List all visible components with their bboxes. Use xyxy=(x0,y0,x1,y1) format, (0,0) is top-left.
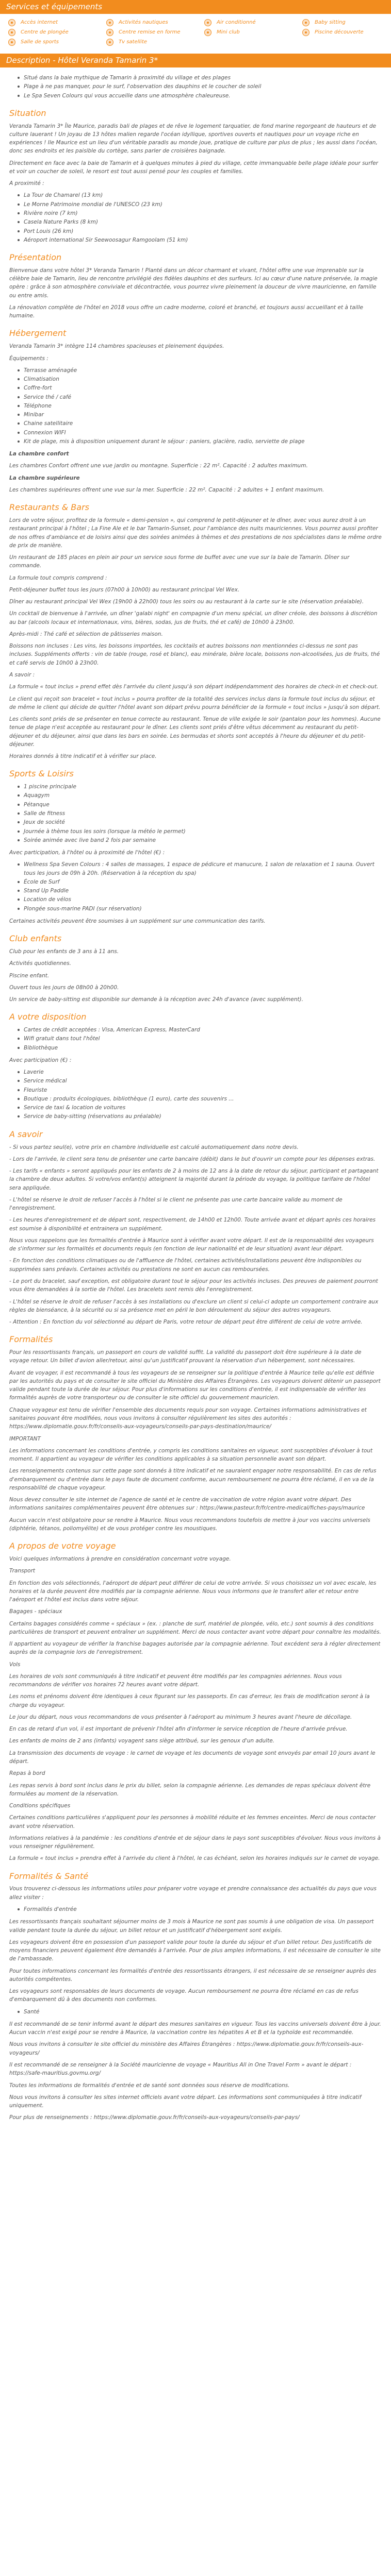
tv-icon xyxy=(106,39,113,46)
propos-intro: Voici quelques informations à prendre en considération concernant votre voyage. xyxy=(9,1555,231,1562)
paragraph: - En fonction des conditions climatiques ou de l'affluence de l'hôtel, certaines activités/installations peuvent être indisponibles ou supprimées sans préavis. Certaines activités ou prestations ne sont en aucun cas remboursées. xyxy=(9,1258,362,1273)
sports-bullets xyxy=(18,783,382,844)
paragraph: IMPORTANT xyxy=(9,1435,41,1442)
service-item xyxy=(8,18,100,27)
dumbbell-icon xyxy=(8,39,15,46)
list-item: 1 piscine principale xyxy=(18,783,382,791)
list-item: Coffre-fort xyxy=(18,384,382,392)
service-item xyxy=(204,18,296,27)
restaurants-paragraphs xyxy=(9,516,382,760)
paragraph: Nous devez consulter le site internet de l'agence de santé et le centre de vaccination de votre région avant votre départ. Des informations sanitaires complémentaires peuvent être obtenues sur : https://www.pasteur.fr/fr/centre-medical/fiches-pays/maurice xyxy=(9,1497,365,1512)
diving-icon xyxy=(8,29,15,36)
paragraph: Un cocktail de bienvenue à l'arrivée, un dîner 'galabi night' en compagnie d'un menu spécial, un dîner créole, des boissons à discrétion au bar (alcools locaux et internationaux, vins, bières, sodas, jus de fruits, thé et café) de 10h00 à 23h00. xyxy=(9,611,378,625)
service-item xyxy=(302,28,391,37)
paragraph: Les clients sont priés de se présenter en tenue correcte au restaurant. Tenue de ville exigée le soir (pantalon pour les hommes). Aucune tenue de plage n'est acceptée au restaurant pour le dîner. Les clients sont priés d'être vêtus décemment au restaurant du petit-déjeuner et du déjeuner, ainsi que dans les bars en soirée. Les bermudas et shorts sont acceptés à l'heure du déjeuner et du petit-déjeuner. xyxy=(9,716,381,748)
sports-note: Certaines activités peuvent être soumises à un supplément sur une communication des tarifs. xyxy=(9,918,266,924)
paragraph: Nous vous rappelons que les formalités d'entrée à Maurice sont à vérifier avant votre départ. Il est de la responsabilité des voyageurs de s'informer sur les formalités et documents requis (en fonction de leur nationalité et de leur situation) avant leur départ. xyxy=(9,1237,374,1252)
list-item: Aéroport international Sir Seewoosagur Ramgoolam (51 km) xyxy=(18,236,382,244)
list-item: Plongée sous-marine PADI (sur réservation) xyxy=(18,905,382,913)
paragraph: Veranda Tamarin 3* Île Maurice, paradis bali de plages et de rêve le logement tarquatier, de fond marine regorgeant de hauteurs et de culture lauerant ! Un joyau de 13 hôtes malien regarde l'océan idyllique, sportives ouverts et nautiques pour un voyage riche en expériences ! Ile Maurice est un lieu d'un véritable paradis au monde joue, pratique de culture par plus de plus ; les aussi dans l'océan, donc ses endroits et les paisible du cortège, sans parler de croisières baignade. xyxy=(9,123,378,155)
paragraph: La rénovation complète de l'hôtel en 2018 vous offre un cadre moderne, coloré et branché, et toujours aussi accueillant et à taille humaine. xyxy=(9,304,363,319)
restaurants-title: Restaurants & Bars xyxy=(9,502,89,513)
hebergement-title: Hébergement xyxy=(9,328,67,338)
list-item: Laverie xyxy=(18,1068,382,1076)
paragraph: - L'hôtel se réserve le droit de refuser l'accès à ses installations ou d'exclure un client si celui-ci adopte un comportement contraire aux règles de bienséance, à la sécurité ou si sa présence met en péril le bon déroulement du séjour des autres voyageurs. xyxy=(9,1298,379,1313)
list-item: Stand Up Paddle xyxy=(18,887,382,895)
kids-club-icon xyxy=(204,29,211,36)
sante-paragraphs-2 xyxy=(9,1918,382,2004)
list-item: Cartes de crédit acceptées : Visa, American Express, MasterCard xyxy=(18,1026,382,1034)
list-item: La Tour de Chamarel (13 km) xyxy=(18,191,382,199)
paragraph: - Si vous partez seul(e), votre prix en chambre individuelle est calculé automatiquement dans notre devis. xyxy=(9,1144,299,1150)
services-grid xyxy=(0,14,391,54)
paragraph: - Les tarifs « enfants » seront appliqués pour les enfants de 2 à moins de 12 ans à la date de retour du séjour, participant et partageant la chambre de deux adultes. Si votre/vos enfant(s) atteignent la majorité durant la période du voyage, la politique tarifaire de l'hôtel sera appliquée. xyxy=(9,1168,379,1191)
paragraph: Bienvenue dans votre hôtel 3* Veranda Tamarin ! Planté dans un décor charmant et vivant, l'hôtel offre une vue imprenable sur la célèbre baie de Tamarin, lieu de rencontre privilégié des fidèles dauphins et des surfeurs. Ici au cœur d'une nature préservée, la magie opère : grâce à son atmosphère conviviale et décontractée, vous pourrez vivre pleinement la douceur de vivre mauricienne, en famille ou entre amis. xyxy=(9,267,378,299)
snowflake-icon xyxy=(204,19,211,26)
services-title-bar xyxy=(0,0,391,14)
list-item: Service de baby-sitting (réservations au préalable) xyxy=(18,1112,382,1121)
services-title: Services et équipements xyxy=(6,2,103,11)
list-item: Port Louis (26 km) xyxy=(18,227,382,235)
baby-icon xyxy=(302,19,309,26)
paragraph: Lors de votre séjour, profitez de la formule « demi-pension », qui comprend le petit-déjeuner et le dîner, avec vous aurez droit à un restaurant principal à l'hôtel ; La Fine Ale et le bar Tamarin-Sunset, pour l'ambiance des nuits mauriciennes. Vous pourrez aussi profiter de nos offres d'ambiance et de loisirs ainsi que des soirées animées à thèmes et des prestations de nos spécialistes dans le même ordre de prix de manière. xyxy=(9,517,382,549)
propos-paragraphs xyxy=(9,1567,382,1862)
service-label: Tv satellite xyxy=(119,39,148,45)
formalites-paragraphs xyxy=(9,1348,382,1533)
paragraph: Il est recommandé de se renseigner à la Société mauricienne de voyage « Mauritius All in One Travel Form » avant le départ : https://safe-mauritius.govmu.org/ xyxy=(9,2061,352,2077)
list-item: Service de taxi & location de voitures xyxy=(18,1104,382,1112)
service-label: Centre remise en forme xyxy=(119,29,181,35)
paragraph: Conditions spécifiques xyxy=(9,1803,71,1809)
situation-bullets xyxy=(18,191,382,244)
list-item: Formalités d'entrée xyxy=(18,1905,382,1913)
paragraph: La formule tout compris comprend : xyxy=(9,574,107,581)
list-item: Téléphone xyxy=(18,402,382,410)
dispo-title: A votre disposition xyxy=(9,1012,87,1022)
situation-title: Situation xyxy=(9,108,46,118)
room2-text: Les chambres supérieures offrent une vue sur la mer. Superficie : 22 m². Capacité : 2 adultes + 1 enfant maximum. xyxy=(9,486,324,493)
paragraph: Club pour les enfants de 3 ans à 11 ans. xyxy=(9,948,119,955)
paragraph: Le client qui reçoit son bracelet « tout inclus » pourra profiter de la totalité des services inclus dans la formule tout inclus du séjour, et de même le client qui décide de quitter l'hôtel avant son départ prévu pourra bénéficier de la formule « tout inclus » jusqu'à son départ. xyxy=(9,696,381,710)
description-body xyxy=(0,67,391,2122)
paragraph: Le jour du départ, nous vous recommandons de vous présenter à l'aéroport au minimum 3 heures avant l'heure de décollage. xyxy=(9,1714,352,1720)
list-item: Chaine satellitaire xyxy=(18,419,382,428)
paragraph: Directement en face avec la baie de Tamarin et à quelques minutes à pied du village, cette immanquable belle plage idéale pour surfer et voir un coucher de soleil, le resort est tout aussi pensé pour les couples et familles. xyxy=(9,160,378,175)
paragraph: Transport xyxy=(9,1568,35,1574)
paragraph: Vols xyxy=(9,1661,21,1668)
paragraph: Certains bagages considérés comme « spéciaux » (ex. : planche de surf, matériel de plongée, vélo, etc.) sont soumis à des conditions particulières de transport et peuvent entraîner un supplément. Merci de nous contacter avant votre départ pour connaître les modalités. xyxy=(9,1620,381,1635)
paragraph: Les enfants de moins de 2 ans (infants) voyagent sans siège attribué, sur les genoux d'un adulte. xyxy=(9,1738,275,1744)
paragraph: La formule « tout inclus » prend effet dès l'arrivée du client jusqu'à son départ indépendamment des horaires de check-in et check-out. xyxy=(9,684,379,690)
list-item: Situé dans la baie mythique de Tamarin à proximité du village et des plages xyxy=(18,74,382,82)
paragraph: En cas de retard d'un vol, il est important de prévenir l'hôtel afin d'informer le service réception de l'heure d'arrivée prévue. xyxy=(9,1726,348,1733)
sante-bullets-2 xyxy=(18,2008,382,2016)
paragraph: Pour les ressortissants français, un passeport en cours de validité suffit. La validité du passeport doit être supérieure à la date de voyage retour. Un billet d'avion aller/retour, ainsi qu'un justificatif prouvant la réservation d'un hébergement, sont nécessaires. xyxy=(9,1349,362,1364)
service-label: Accès internet xyxy=(21,19,58,25)
paragraph: Les voyageurs sont responsables de leurs documents de voyage. Aucun remboursement ne pourra être réclamé en cas de refus d'embarquement dû à des documents non conformes. xyxy=(9,1988,359,2003)
list-item: Santé xyxy=(18,2008,382,2016)
dispo-bullets xyxy=(18,1026,382,1052)
sante-paragraphs-3 xyxy=(9,2020,382,2122)
paragraph: Aucun vaccin n'est obligatoire pour se rendre à Maurice. Nous vous recommandons toutefois de mettre à jour vos vaccins universels (diphtérie, tétanos, poliomyélite) et de vous protéger contre les moustiques. xyxy=(9,1517,370,1532)
paragraph: Nous vous invitons à consulter les sites internet officiels avant votre départ. Les informations sont communiquées à titre indicatif uniquement. xyxy=(9,2094,362,2109)
paragraph: Informations relatives à la pandémie : les conditions d'entrée et de séjour dans le pays sont susceptibles d'évoluer. Nous vous invitons à vous renseigner régulièrement. xyxy=(9,1835,381,1850)
dispo-payant-bullets xyxy=(18,1068,382,1121)
paragraph: - Les heures d'enregistrement et de départ sont, respectivement, de 14h00 et 12h00. Toute arrivée avant et départ après ces horaires est soumise à disponibilité et entrainera un supplément. xyxy=(9,1217,376,1232)
sante-title: Formalités & Santé xyxy=(9,1871,89,1881)
paragraph: La transmission des documents de voyage : le carnet de voyage et les documents de voyage sont envoyés par email 10 jours avant le départ. xyxy=(9,1750,376,1765)
paragraph: - Lors de l'arrivée, le client sera tenu de présenter une carte bancaire (débit) dans le but d'ouvrir un compte pour les dépenses extras. xyxy=(9,1156,376,1162)
list-item: Climatisation xyxy=(18,375,382,383)
paragraph: Il est recommandé de se tenir informé avant le départ des mesures sanitaires en vigueur. Tous les vaccins universels doivent être à jour. Aucun vaccin n'est exigé pour se rendre à Maurice, la vaccination contre les hépatites A et B et la typhoïde est recommandée. xyxy=(9,2021,381,2036)
paragraph: Petit-déjeuner buffet tous les jours (07h00 à 10h00) au restaurant principal Vel Wex. xyxy=(9,586,240,593)
situation-paragraphs xyxy=(9,122,382,188)
paragraph: Horaires donnés à titre indicatif et à vérifier sur place. xyxy=(9,753,157,760)
paragraph: Vous trouverez ci-dessous les informations utiles pour préparer votre voyage et prendre connaissance des actualités du pays que vous allez visiter : xyxy=(9,1886,377,1901)
list-item: École de Surf xyxy=(18,878,382,886)
list-item: Casela Nature Parks (8 km) xyxy=(18,218,382,226)
description-bullets xyxy=(18,74,382,100)
paragraph: Pour toutes informations concernant les formalités d'entrée des ressortissants étrangers, il est nécessaire de se renseigner auprès des autorités compétentes. xyxy=(9,1968,377,1982)
paragraph: Toutes les informations de formalités d'entrée et de santé sont données sous réserve de modifications. xyxy=(9,2082,290,2089)
list-item: Bibliothèque xyxy=(18,1044,382,1052)
paragraph: Boissons non incluses : Les vins, les boissons importées, les cocktails et autres boissons non mentionnées ci-dessus ne sont pas incluses. Suppléments offerts : vin de table (rouge, rosé et blanc), eau minérale, bière locale, boissons non-alcoolisées, jus de fruits, thé et café servis de 10h00 à 23h00. xyxy=(9,643,380,666)
service-item xyxy=(8,38,100,46)
paragraph: Activités quotidiennes. xyxy=(9,960,71,967)
savoir-title: A savoir xyxy=(9,1129,43,1139)
hebergement-equip-label: Équipements : xyxy=(9,355,48,362)
paragraph: Bagages - spéciaux xyxy=(9,1608,62,1615)
room1-title: La chambre confort xyxy=(9,451,69,457)
paragraph: Avant de voyager, il est recommandé à tous les voyageurs de se renseigner sur la politique d'entrée à Maurice telle qu'elle est définie par les autorités du pays et de consulter le site officiel du Ministère des Affaires Étrangères. Les voyageurs doivent détenir un passeport valide pendant toute la durée de leur séjour. Pour plus d'informations sur les conditions d'entrée, il est indispensable de vérifier les formalités auprès de votre transporteur ou de consulter le site officiel du gouvernement mauricien. xyxy=(9,1369,381,1401)
list-item: Salle de fitness xyxy=(18,809,382,818)
service-item xyxy=(302,18,391,27)
paragraph: A savoir : xyxy=(9,672,35,678)
sports-title: Sports & Loisirs xyxy=(9,769,74,779)
paragraph: A proximité : xyxy=(9,180,44,187)
service-label: Air conditionné xyxy=(217,19,256,25)
list-item: Connexion WIFI xyxy=(18,429,382,437)
list-item: Wifi gratuit dans tout l'hôtel xyxy=(18,1035,382,1043)
list-item: Location de vélos xyxy=(18,895,382,904)
paragraph: Chaque voyageur est tenu de vérifier l'ensemble des documents requis pour son voyage. Certaines informations administratives et sanitaires pouvant être modifiées, nous vous invitons à consulter régulièrement les sites des autorités : https://www.diplomatie.gouv.fr/fr/conseils-aux-voyageurs/conseils-par-pays-destination/maurice/ xyxy=(9,1406,367,1430)
hebergement-bullets xyxy=(18,366,382,446)
list-item: Terrasse aménagée xyxy=(18,366,382,375)
sports-payant-label: Avec participation, à l'hôtel ou à proximité de l'hôtel (€) : xyxy=(9,850,165,856)
list-item: Minibar xyxy=(18,411,382,419)
list-item: Service thé / café xyxy=(18,393,382,401)
formalites-title: Formalités xyxy=(9,1334,53,1345)
paragraph: Dîner au restaurant principal Vel Wex (19h00 à 22h00) tous les soirs ou au restaurant à la carte sur le site (réservation préalable). xyxy=(9,599,364,605)
paragraph: Les noms et prénoms doivent être identiques à ceux figurant sur les passeports. En cas d'erreur, les frais de modification seront à la charge du voyageur. xyxy=(9,1693,370,1708)
service-item xyxy=(204,28,296,37)
description-title-bar xyxy=(0,54,391,67)
list-item: Boutique : produits écologiques, bibliothèque (1 euro), carte des souvenirs ... xyxy=(18,1095,382,1103)
service-label: Centre de plongée xyxy=(21,29,69,35)
paragraph: Certaines conditions particulières s'appliquent pour les personnes à mobilité réduite et les femmes enceintes. Merci de nous contacter avant votre réservation. xyxy=(9,1815,376,1829)
paragraph: Piscine enfant. xyxy=(9,972,50,979)
list-item: Jeux de société xyxy=(18,818,382,826)
propos-title: A propos de votre voyage xyxy=(9,1541,116,1551)
presentation-title: Présentation xyxy=(9,252,62,263)
service-item xyxy=(106,18,198,27)
paragraph: Pour plus de renseignements : https://www.diplomatie.gouv.fr/fr/conseils-aux-voyageurs/conseils-par-pays/ xyxy=(9,2114,300,2121)
description-title: Description - Hôtel Veranda Tamarin 3* xyxy=(6,56,158,65)
service-item xyxy=(106,28,198,37)
room2-title: La chambre supérieure xyxy=(9,474,80,481)
paragraph: - Le port du bracelet, sauf exception, est obligatoire durant tout le séjour pour les activités incluses. Des preuves de paiement pourront vous être demandées à la sortie de l'hôtel. Les bracelets sont remis dès l'enregistrement. xyxy=(9,1278,378,1293)
paragraph: Les horaires de vols sont communiqués à titre indicatif et peuvent être modifiés par les compagnies aériennes. Nous vous recommandons de vérifier vos horaires 72 heures avant votre départ. xyxy=(9,1673,342,1688)
paragraph: Les renseignements contenus sur cette page sont donnés à titre indicatif et ne sauraient engager notre responsabilité. En cas de refus d'embarquement ou d'entrée dans le pays faute de document conforme, aucun remboursement ne pourra être réclamé, il en va de la responsabilité de chaque voyageur. xyxy=(9,1468,377,1491)
list-item: Fleuriste xyxy=(18,1086,382,1094)
paragraph: Ouvert tous les jours de 08h00 à 20h00. xyxy=(9,984,119,991)
fitness-icon xyxy=(106,29,113,36)
paragraph: Après-midi : Thé café et sélection de pâtisseries maison. xyxy=(9,631,163,637)
sante-bullets xyxy=(18,1905,382,1913)
club-title: Club enfants xyxy=(9,934,62,944)
hebergement-intro: Veranda Tamarin 3* intègre 114 chambres spacieuses et pleinement équipées. xyxy=(9,343,224,350)
service-label: Piscine découverte xyxy=(315,29,364,35)
list-item: Service médical xyxy=(18,1077,382,1085)
sports-payant-bullets xyxy=(18,860,382,913)
list-item: Le Morne Patrimoine mondial de l'UNESCO (23 km) xyxy=(18,200,382,209)
paragraph: Un service de baby-sitting est disponible sur demande à la réception avec 24h d'avance (avec supplément). xyxy=(9,996,303,1003)
paragraph: Les informations concernant les conditions d'entrée, y compris les conditions sanitaires en vigueur, sont susceptibles d'évoluer à tout moment. Il appartient au voyageur de vérifier les conditions applicables à sa situation personnelle avant son départ. xyxy=(9,1447,373,1463)
paragraph: La formule « tout inclus » prendra effet à l'arrivée du client à l'hôtel, le cas échéant, selon les horaires indiqués sur le carnet de voyage. xyxy=(9,1855,380,1862)
paragraph: Repas à bord xyxy=(9,1770,45,1777)
list-item: Aquagym xyxy=(18,791,382,800)
list-item: Wellness Spa Seven Colours : 4 salles de massages, 1 espace de pédicure et manucure, 1 salon de relaxation et 1 sauna. Ouvert tous les jours de 09h à 20h. (Réservation à la réception du spa) xyxy=(18,860,382,877)
pool-icon xyxy=(302,29,309,36)
list-item: Pétanque xyxy=(18,801,382,809)
club-paragraphs xyxy=(9,947,382,1004)
list-item: Rivière noire (7 km) xyxy=(18,209,382,217)
paragraph: En fonction des vols sélectionnés, l'aéroport de départ peut différer de celui de votre arrivée. Si vous choisissez un vol avec escale, les horaires et la durée peuvent être modifiés par la compagnie aérienne. Nous vous informons que le transfert aller et retour entre l'aéroport et l'hôtel est inclus dans votre séjour. xyxy=(9,1580,377,1603)
boat-icon xyxy=(106,19,113,26)
service-label: Baby sitting xyxy=(315,19,346,25)
sante-paragraphs xyxy=(9,1885,382,1902)
list-item: Journée à thème tous les soirs (lorsque la météo le permet) xyxy=(18,827,382,836)
list-item: Plage à ne pas manquer, pour le surf, l'observation des dauphins et le coucher de soleil xyxy=(18,82,382,91)
paragraph: Les repas servis à bord sont inclus dans le prix du billet, selon la compagnie aérienne. Les demandes de repas spéciaux doivent être formulées au moment de la réservation. xyxy=(9,1782,371,1797)
paragraph: Les voyageurs doivent être en possession d'un passeport valide pour toute la durée du séjour et d'un billet retour. Des justificatifs de moyens financiers peuvent également être demandés à l'arrivée. Pour de plus amples informations, il est nécessaire de consulter le site de l'ambassade. xyxy=(9,1939,381,1962)
service-item xyxy=(106,38,198,46)
room1-text: Les chambres Confort offrent une vue jardin ou montagne. Superficie : 22 m². Capacité : 2 adultes maximum. xyxy=(9,463,308,469)
service-label: Activités nautiques xyxy=(119,19,168,25)
service-label: Salle de sports xyxy=(21,39,59,45)
paragraph: - Attention : En fonction du vol sélectionné au départ de Paris, votre retour de départ peut être différent de celui de votre arrivée. xyxy=(9,1319,363,1326)
list-item: Soirée animée avec live band 2 fois par semaine xyxy=(18,836,382,844)
paragraph: - L'hôtel se réserve le droit de refuser l'accès à l'hôtel si le client ne présente pas une carte bancaire valide au moment de l'enregistrement. xyxy=(9,1196,343,1212)
paragraph: Les ressortissants français souhaitant séjourner moins de 3 mois à Maurice ne sont pas soumis à une obligation de visa. Un passeport valide pendant toute la durée du séjour, un billet retour et un justificatif d'hébergement sont exigés. xyxy=(9,1919,374,1934)
presentation-paragraphs xyxy=(9,266,382,320)
dispo-payant-label: Avec participation (€) : xyxy=(9,1057,72,1063)
service-label: Mini club xyxy=(217,29,240,35)
paragraph: Nous vous invitons à consulter le site officiel du ministère des Affaires Étrangères : https://www.diplomatie.gouv.fr/fr/conseils-aux-voyageurs/ xyxy=(9,2041,364,2056)
savoir-paragraphs xyxy=(9,1143,382,1327)
service-item xyxy=(8,28,100,37)
list-item: Le Spa Seven Colours qui vous accueille dans une atmosphère chaleureuse. xyxy=(18,92,382,100)
list-item: Kit de plage, mis à disposition uniquement durant le séjour : paniers, glacière, radio, serviette de plage xyxy=(18,437,382,446)
paragraph: Un restaurant de 185 places en plein air pour un service sous forme de buffet avec une vue sur la baie de Tamarin. Dîner sur commande. xyxy=(9,554,350,569)
wifi-icon xyxy=(8,19,15,26)
paragraph: Il appartient au voyageur de vérifier la franchise bagages autorisée par la compagnie aérienne. Tout excédent sera à régler directement auprès de la compagnie lors de l'enregistrement. xyxy=(9,1641,381,1656)
